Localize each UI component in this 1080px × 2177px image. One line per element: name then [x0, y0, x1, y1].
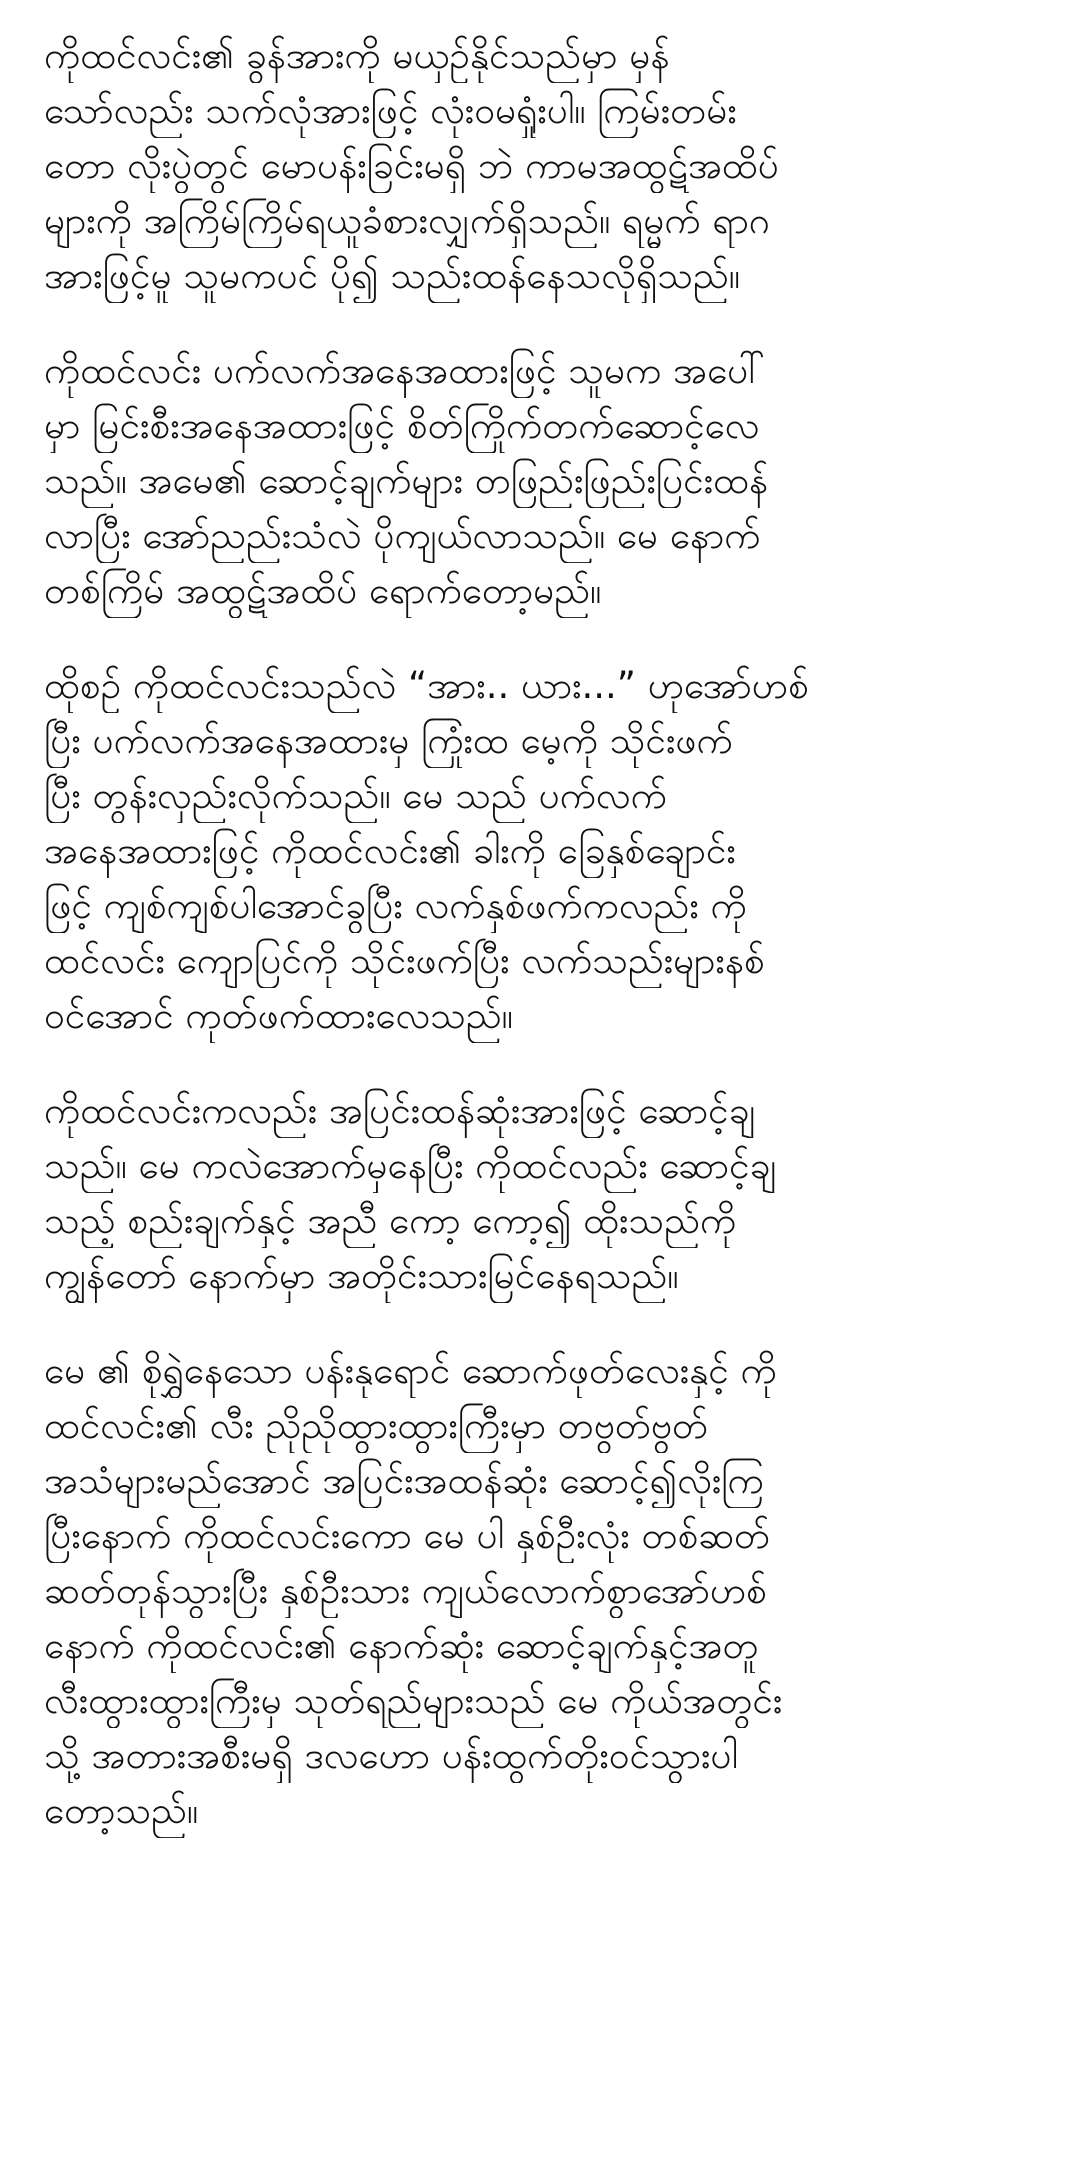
text-line: သို့ အတားအစီးမရှိ ဒလဟော ပန်းထွက်တိုးဝင်သွားပါ — [44, 1734, 738, 1777]
text-line: ကိုထင်လင်း၏ ခွန်အားကို မယှဉ်နိုင်သည်မှာ မှန် — [44, 34, 670, 77]
paragraph-3 — [44, 658, 1040, 1043]
text-line: သည့် စည်းချက်နှင့် အညီ ကော့ ကော့၍ ထိုးသည်ကို — [44, 1199, 737, 1242]
text-line: သည်။ အမေ၏ ဆောင့်ချက်များ တဖြည်းဖြည်းပြင်းထန် — [44, 459, 769, 502]
text-line: သော်လည်း သက်လုံအားဖြင့် လုံးဝမရှုံးပါ။ ကြမ်းတမ်း — [44, 89, 737, 132]
text-line: တော လိုးပွဲတွင် မောပန်းခြင်းမရှိ ဘဲ ကာမအထွဋ်အထိပ် — [44, 144, 779, 187]
text-line: ကိုထင်လင်း ပက်လက်အနေအထားဖြင့် သူမက အပေါ် — [44, 349, 765, 392]
text-line: မှာ မြင်းစီးအနေအထားဖြင့် စိတ်ကြိုက်တက်ဆောင့်လေ — [44, 404, 760, 447]
paragraph-5 — [44, 1343, 1040, 1838]
text-line: များကို အကြိမ်ကြိမ်ရယူခံစားလျှက်ရှိသည်။ ရမ္မက် ရာဂ — [44, 199, 770, 242]
text-line: အသံများမည်အောင် အပြင်းအထန်ဆုံး ဆောင့်၍လိုးကြ — [44, 1459, 764, 1502]
text-line: ပြီးနောက် ကိုထင်လင်းကော မေ ပါ နှစ်ဦးလုံး တစ်ဆတ် — [44, 1514, 771, 1557]
text-line: လာပြီး အော်ညည်းသံလဲ ပိုကျယ်လာသည်။ မေ နောက် — [44, 514, 761, 557]
text-line: ထင်လင်း ကျောပြင်ကို သိုင်းဖက်ပြီး လက်သည်းများနစ် — [44, 939, 765, 982]
text-line: ထင်လင်း၏ လီး ညိုညိုထွားထွားကြီးမှာ တဗွတ်ဗွတ် — [44, 1404, 709, 1447]
text-line: ဝင်အောင် ကုတ်ဖက်ထားလေသည်။ — [44, 994, 513, 1037]
paragraph-4 — [44, 1083, 1040, 1303]
text-line: အားဖြင့်မူ သူမကပင် ပို၍ သည်းထန်နေသလိုရှိသည်။ — [44, 254, 740, 297]
text-line: ဆတ်တုန်သွားပြီး နှစ်ဦးသား ကျယ်လောက်စွာအော်ဟစ် — [44, 1569, 767, 1612]
text-line: မေ ၏ စိုရွှဲနေသော ပန်းနုရောင် ဆောက်ဖုတ်လေးနှင့် ကို — [44, 1349, 777, 1392]
text-line: ထိုစဉ် ကိုထင်လင်းသည်လဲ “အား.. ယား...” ဟုအော်ဟစ် — [44, 664, 809, 707]
text-line: လီးထွားထွားကြီးမှ သုတ်ရည်များသည် မေ ကိုယ်အတွင်း — [44, 1679, 783, 1722]
text-line: ပြီး ပက်လက်အနေအထားမှ ကြုံးထ မေ့ကို သိုင်းဖက် — [44, 719, 733, 762]
text-line: ဖြင့် ကျစ်ကျစ်ပါအောင်ခွပြီး လက်နှစ်ဖက်ကလည်း ကို — [44, 884, 747, 927]
text-line: ပြီး တွန်းလှည်းလိုက်သည်။ မေ သည် ပက်လက် — [44, 774, 667, 817]
text-line: အနေအထားဖြင့် ကိုထင်လင်း၏ ခါးကို ခြေနှစ်ချောင်း — [44, 829, 736, 872]
paragraph-2 — [44, 343, 1040, 618]
text-line: သည်။ မေ ကလဲအောက်မှနေပြီး ကိုထင်လည်း ဆောင့်ချ — [44, 1144, 777, 1187]
text-line: ကိုထင်လင်းကလည်း အပြင်းထန်ဆုံးအားဖြင့် ဆောင့်ချ — [44, 1089, 756, 1132]
text-line: ကျွန်တော် နောက်မှာ အတိုင်းသားမြင်နေရသည်။ — [44, 1254, 679, 1297]
paragraph-1 — [44, 28, 1040, 303]
text-line: နောက် ကိုထင်လင်း၏ နောက်ဆုံး ဆောင့်ချက်နှင့်အတူ — [44, 1624, 759, 1667]
text-line: တစ်ကြိမ် အထွဋ်အထိပ် ရောက်တော့မည်။ — [44, 569, 602, 612]
text-line: တော့သည်။ — [44, 1789, 199, 1832]
